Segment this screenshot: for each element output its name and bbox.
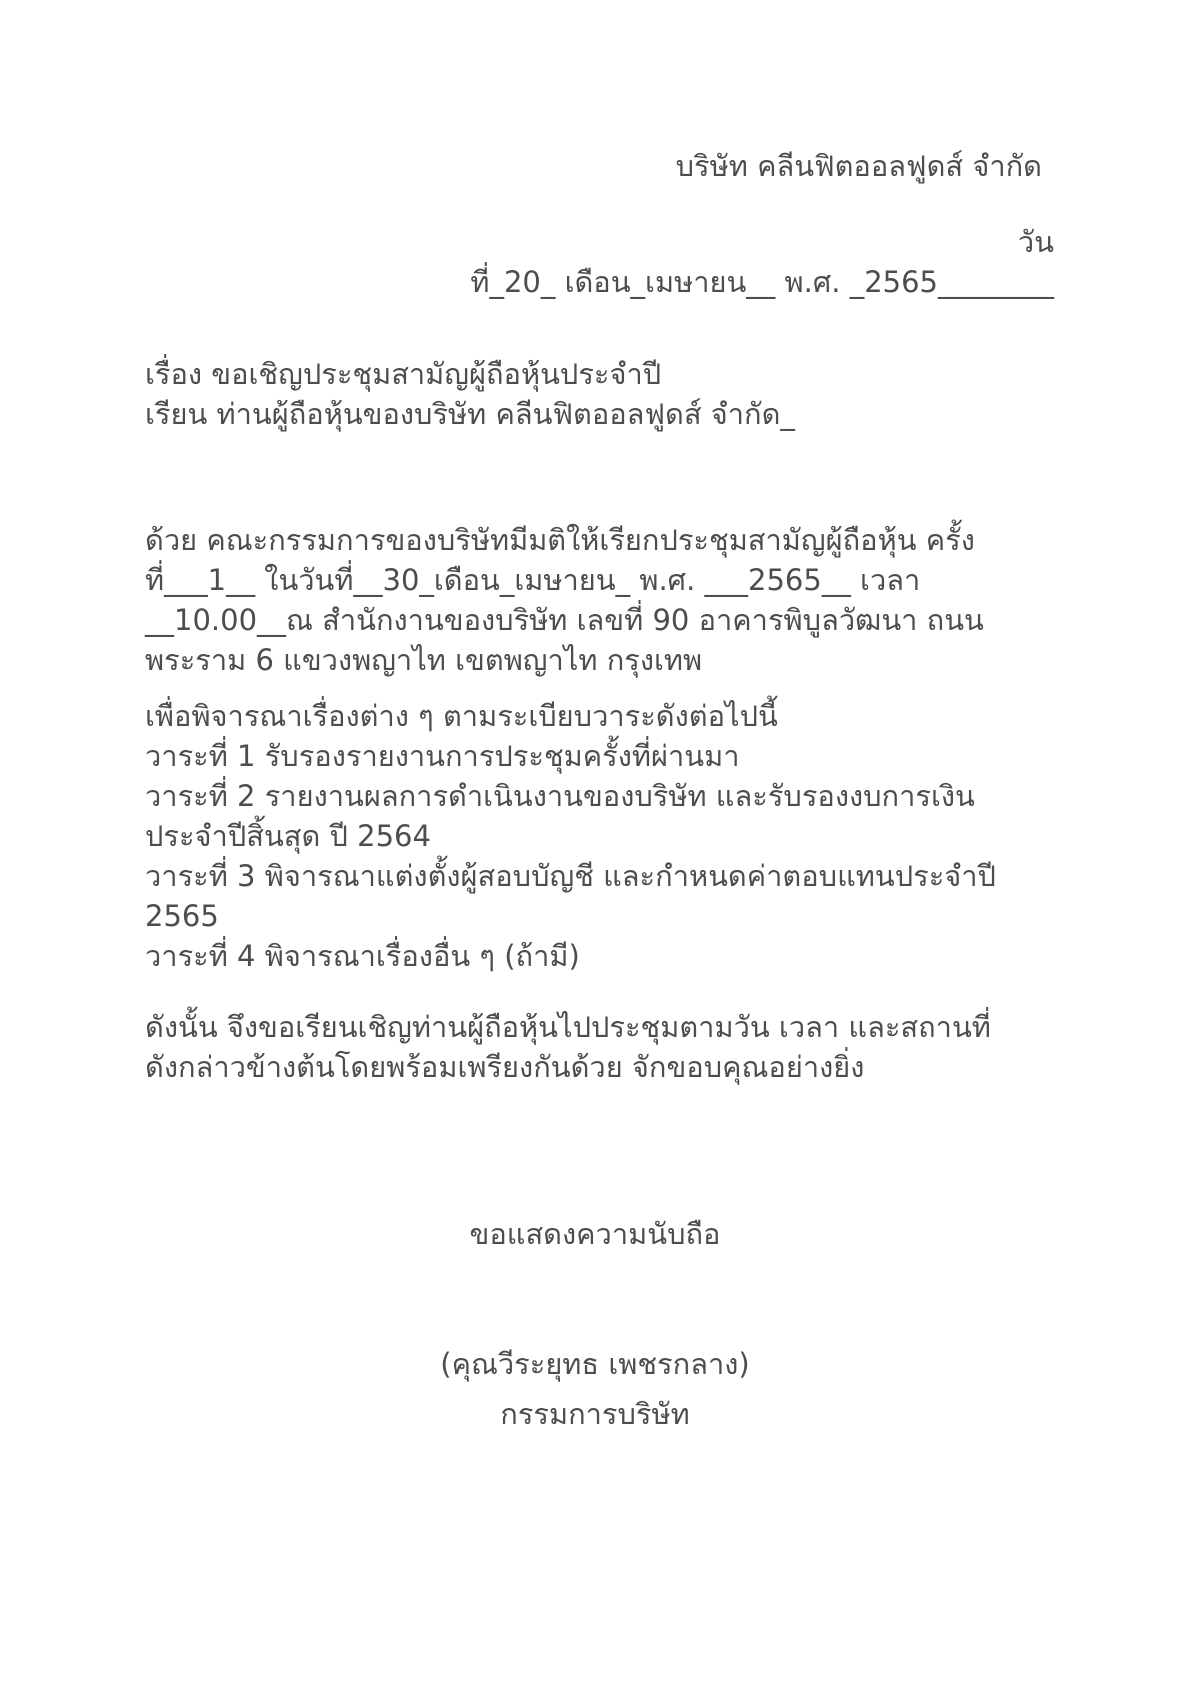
subject-block bbox=[145, 354, 795, 434]
agenda-item-continuation: ประจำปีสิ้นสุด ปี 2564 bbox=[145, 819, 431, 853]
agenda-block bbox=[145, 696, 996, 976]
body-paragraph bbox=[145, 520, 984, 680]
agenda-item-continuation: 2565 bbox=[145, 899, 219, 933]
recipient-line: เรียน ท่านผู้ถือหุ้นของบริษัท คลีนฟิตออลฟูดส์ จำกัด_ bbox=[145, 397, 795, 431]
signer-name: (คุณวีระยุทธ เพชรกลาง) bbox=[440, 1347, 750, 1381]
body-line: ที่___1__ ในวันที่__30_เดือน_เมษายน_ พ.ศ. ___2565__ เวลา bbox=[145, 563, 921, 597]
closing-paragraph bbox=[145, 1007, 991, 1087]
agenda-item: วาระที่ 4 พิจารณาเรื่องอื่น ๆ (ถ้ามี) bbox=[145, 939, 580, 973]
subject-line: เรื่อง ขอเชิญประชุมสามัญผู้ถือหุ้นประจำปี bbox=[145, 357, 662, 391]
company-name: บริษัท คลีนฟิตออลฟูดส์ จำกัด bbox=[675, 149, 1042, 183]
date-line: ที่_20_ เดือน_เมษายน__ พ.ศ. _2565________ bbox=[470, 265, 1054, 299]
agenda-item: วาระที่ 1 รับรองรายงานการประชุมครั้งที่ผ่านมา bbox=[145, 739, 740, 773]
closing-line: ดังนั้น จึงขอเรียนเชิญท่านผู้ถือหุ้นไปประชุมตามวัน เวลา และสถานที่ bbox=[145, 1010, 991, 1044]
regards-text: ขอแสดงความนับถือ bbox=[469, 1217, 721, 1251]
agenda-item: วาระที่ 3 พิจารณาแต่งตั้งผู้สอบบัญชี และกำหนดค่าตอบแทนประจำปี bbox=[145, 859, 996, 893]
agenda-item: วาระที่ 2 รายงานผลการดำเนินงานของบริษัท และรับรองงบการเงิน bbox=[145, 779, 975, 813]
body-line: ด้วย คณะกรรมการของบริษัทมีมติให้เรียกประชุมสามัญผู้ถือหุ้น ครั้ง bbox=[145, 523, 975, 557]
body-line: __10.00__ณ สำนักงานของบริษัท เลขที่ 90 อาคารพิบูลวัฒนา ถนน bbox=[145, 603, 984, 637]
closing-line: ดังกล่าวข้างต้นโดยพร้อมเพรียงกันด้วย จักขอบคุณอย่างยิ่ง bbox=[145, 1050, 865, 1084]
agenda-intro: เพื่อพิจารณาเรื่องต่าง ๆ ตามระเบียบวาระดังต่อไปนี้ bbox=[145, 699, 778, 733]
date-label: วัน bbox=[1017, 225, 1054, 259]
body-line: พระราม 6 แขวงพญาไท เขตพญาไท กรุงเทพ bbox=[145, 643, 703, 677]
signer-position: กรรมการบริษัท bbox=[500, 1397, 690, 1431]
